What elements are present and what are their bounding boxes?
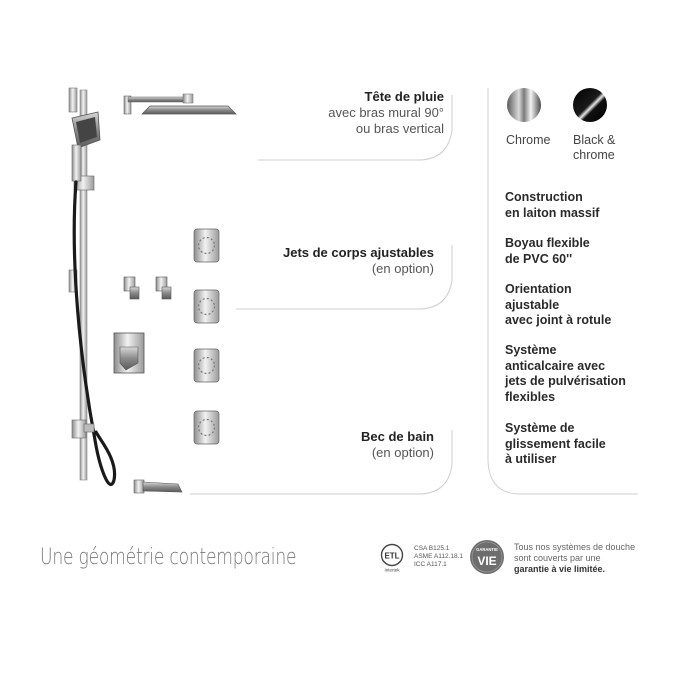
body-jets-title: Jets de corps ajustables bbox=[282, 245, 434, 260]
rain-head-line1: avec bras mural 90° bbox=[328, 105, 444, 120]
feature-line: Système bbox=[505, 343, 557, 357]
feature-line: jets de pulvérisation bbox=[505, 374, 626, 388]
feature-anti-limescale bbox=[505, 343, 626, 405]
finish-swatch-black-chrome bbox=[572, 87, 608, 123]
tub-spout bbox=[134, 480, 182, 493]
certification-line: ASME A112.18.1 bbox=[414, 553, 464, 560]
tub-spout-line1: (en option) bbox=[371, 445, 434, 460]
tub-spout-title: Bec de bain bbox=[361, 429, 434, 444]
feature-line: Orientation bbox=[505, 282, 572, 296]
body-jet bbox=[194, 229, 219, 262]
certification-line: CSA B125.1 bbox=[414, 545, 450, 552]
body-jets-callout bbox=[283, 245, 434, 277]
warranty-badge-icon bbox=[469, 539, 505, 575]
finish-label-black-chrome bbox=[573, 133, 615, 163]
body-jet bbox=[194, 349, 219, 382]
rain-head bbox=[124, 94, 236, 114]
volume-controls bbox=[124, 277, 171, 299]
etl-badge-text: ETL bbox=[384, 551, 400, 561]
body-jets-line1: (en option) bbox=[371, 261, 434, 276]
rain-head-callout bbox=[328, 89, 444, 137]
feature-hose bbox=[505, 236, 590, 267]
feature-line: anticalcaire avec bbox=[505, 358, 606, 373]
warranty-bold: garantie à vie limitée. bbox=[514, 564, 606, 574]
finish-label-black-chrome-line2: chrome bbox=[573, 148, 615, 162]
warranty-line1: Tous nos systèmes de douche bbox=[514, 542, 636, 552]
feature-line: Boyau flexible bbox=[505, 236, 590, 250]
etl-badge-sub: Intertek bbox=[384, 567, 400, 573]
feature-line: en laiton massif bbox=[505, 205, 600, 220]
feature-line: de PVC 60'' bbox=[505, 251, 573, 266]
tub-spout-callout bbox=[361, 429, 434, 461]
body-jet bbox=[194, 290, 219, 323]
feature-line: Construction bbox=[505, 190, 583, 204]
feature-line: ajustable bbox=[505, 297, 560, 312]
feature-line: à utiliser bbox=[505, 452, 557, 466]
warranty-badge-top: GARANTIE bbox=[476, 547, 498, 552]
warranty-line2: sont couverts par une bbox=[514, 553, 601, 563]
finish-label-black-chrome-line1: Black & bbox=[573, 133, 616, 147]
rain-head-title: Tête de pluie bbox=[364, 89, 444, 104]
feature-line: Système de bbox=[505, 421, 575, 435]
feature-construction bbox=[505, 190, 599, 221]
warranty-badge-main: VIE bbox=[477, 554, 497, 568]
rain-head-line2: ou bras vertical bbox=[355, 121, 444, 136]
finish-label-chrome: Chrome bbox=[506, 133, 551, 147]
warranty-text bbox=[514, 542, 649, 575]
finish-swatch-chrome bbox=[506, 87, 542, 123]
feature-line: flexibles bbox=[505, 389, 556, 404]
certification-list bbox=[414, 545, 463, 569]
feature-orientation bbox=[505, 282, 611, 329]
feature-slide-system bbox=[505, 421, 606, 468]
body-jet bbox=[194, 411, 219, 444]
certification-line: ICC A117.1 bbox=[414, 561, 447, 568]
valve-trim bbox=[114, 333, 144, 373]
tagline: Une géométrie contemporaine bbox=[40, 545, 297, 570]
feature-line: glissement facile bbox=[505, 436, 606, 451]
etl-certification-icon bbox=[379, 543, 405, 573]
feature-line: avec joint à rotule bbox=[505, 313, 612, 327]
